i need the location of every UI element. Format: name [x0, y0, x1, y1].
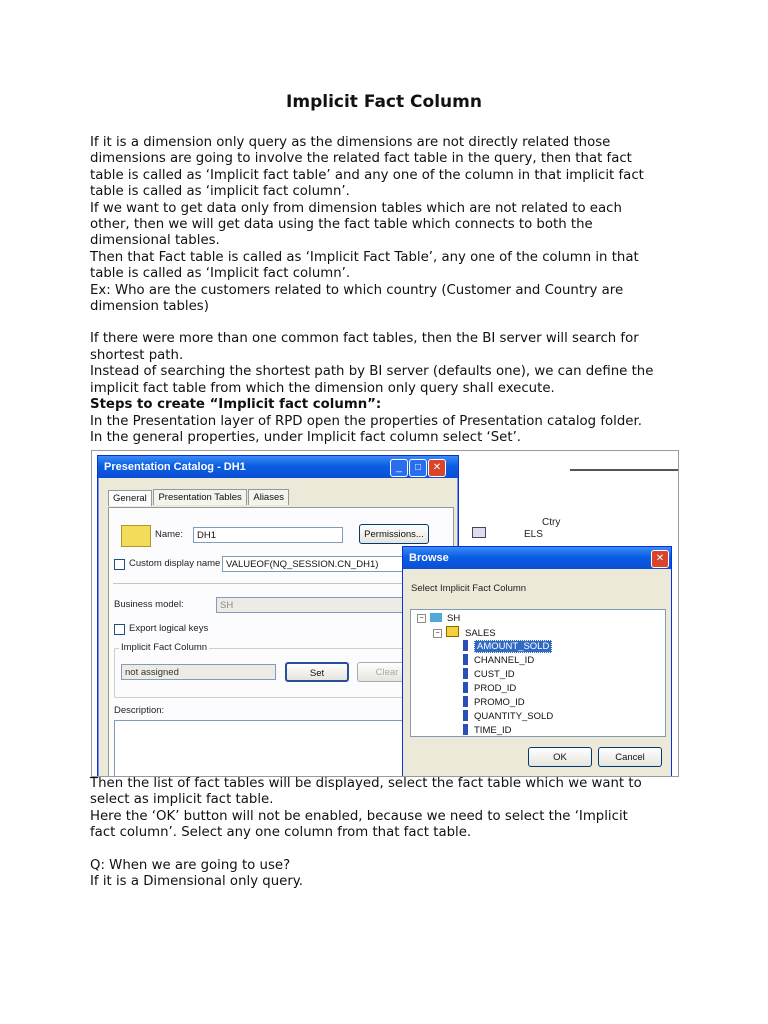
text-line: Instead of searching the shortest path by BI server (defaults one), we can define the [90, 364, 654, 380]
text-line: dimensions are going to involve the related fact table in the query, then that fact [90, 151, 632, 167]
tree-node-column[interactable]: PROMO_ID [463, 696, 525, 710]
text-line: fact column’. Select any one column from that fact table. [90, 825, 472, 841]
cancel-button[interactable]: Cancel [598, 747, 662, 767]
text-line: Q: When we are going to use? [90, 857, 291, 873]
text-line: Then that Fact table is called as ‘Implicit Fact Table’, any one of the column in that [90, 249, 639, 265]
tab-bar [108, 489, 288, 505]
tab-aliases[interactable]: Aliases [248, 489, 289, 505]
tab-presentation-tables[interactable]: Presentation Tables [153, 489, 246, 505]
export-keys-checkbox[interactable] [114, 624, 125, 635]
text-line: implicit fact table from which the dimension only query shall execute. [90, 380, 555, 396]
table-icon [472, 527, 486, 538]
tree-node-column[interactable]: TIME_ID [463, 724, 511, 738]
close-icon[interactable]: ✕ [428, 459, 446, 477]
text-line: If it is a Dimensional only query. [90, 874, 304, 890]
column-tree [410, 609, 666, 737]
text-line: table is called as ‘Implicit fact table’ and any one of the column in that implicit fact [90, 167, 644, 183]
collapse-icon[interactable]: − [433, 629, 442, 638]
tree-node-table[interactable]: − SALES [433, 626, 496, 640]
column-icon [463, 724, 468, 735]
text-line: Here the ‘OK’ button will not be enabled, because we need to select the ‘Implicit [90, 808, 628, 824]
permissions-button[interactable]: Permissions... [359, 524, 429, 544]
tree-node-column[interactable]: AMOUNT_SOLD [463, 640, 552, 654]
intro-text [90, 135, 690, 446]
page-title: Implicit Fact Column [286, 92, 482, 112]
clear-button: Clear [357, 662, 417, 682]
dialog-title: Presentation Catalog - DH1 [98, 456, 458, 478]
collapse-icon[interactable]: − [417, 614, 426, 623]
column-icon [463, 654, 468, 665]
text-line: table is called as ‘implicit fact column’. [90, 184, 350, 200]
tree-node-column[interactable]: CHANNEL_ID [463, 654, 534, 668]
column-icon [463, 640, 468, 651]
text-line: If we want to get data only from dimension tables which are not related to each [90, 200, 622, 216]
implicit-fact-group-label: Implicit Fact Column [121, 642, 208, 653]
ok-button[interactable]: OK [528, 747, 592, 767]
background-label: Ctry [542, 517, 561, 528]
text-line: other, then we will get data using the fact table which connects to both the [90, 217, 593, 233]
column-icon [463, 668, 468, 679]
folder-icon [121, 525, 151, 547]
explanation-text [90, 776, 690, 890]
column-icon [463, 696, 468, 707]
text-line: In the general properties, under Implicit fact column select ‘Set’. [90, 429, 522, 445]
close-icon[interactable]: ✕ [651, 550, 669, 568]
folder-icon [430, 613, 442, 622]
custom-display-label: Custom display name [129, 558, 221, 569]
embedded-screenshot [91, 450, 679, 777]
name-label: Name: [155, 529, 183, 540]
text-line: dimension tables) [90, 299, 209, 315]
maximize-icon[interactable]: □ [409, 459, 427, 477]
text-line: table is called as ‘Implicit fact column’. [90, 266, 351, 282]
text-line: Then the list of fact tables will be displayed, select the fact table which we want to [90, 776, 642, 791]
text-line: If it is a dimension only query as the dimensions are not directly related those [90, 135, 611, 150]
browse-prompt: Select Implicit Fact Column [411, 583, 527, 594]
tree-node-root[interactable]: − SH [417, 612, 460, 626]
description-label: Description: [114, 705, 165, 716]
tree-node-column[interactable]: CUST_ID [463, 668, 515, 682]
background-label: ELS [524, 529, 543, 540]
background-line [570, 469, 679, 471]
set-button[interactable]: Set [285, 662, 349, 682]
tree-node-column[interactable]: PROD_ID [463, 682, 516, 696]
text-line: Ex: Who are the customers related to which country (Customer and Country are [90, 282, 624, 298]
text-line: select as implicit fact table. [90, 792, 274, 808]
export-keys-label: Export logical keys [129, 623, 209, 634]
column-icon [463, 710, 468, 721]
minimize-icon[interactable]: _ [390, 459, 408, 477]
text-line: In the Presentation layer of RPD open the properties of Presentation catalog folder. [90, 413, 642, 429]
name-field[interactable]: DH1 [193, 527, 343, 543]
steps-heading: Steps to create “Implicit fact column”: [90, 397, 382, 413]
table-icon [446, 626, 459, 637]
text-line: shortest path. [90, 347, 184, 363]
business-model-label: Business model: [114, 599, 184, 610]
custom-display-field[interactable]: VALUEOF(NQ_SESSION.CN_DH1) [222, 556, 452, 572]
browse-dialog [402, 546, 672, 777]
text-line: If there were more than one common fact tables, then the BI server will search for [90, 331, 639, 347]
tab-general[interactable]: General [108, 490, 152, 506]
text-line: dimensional tables. [90, 233, 220, 249]
implicit-fact-field: not assigned [121, 664, 276, 680]
business-model-field: SH [216, 597, 452, 613]
tree-node-column[interactable]: QUANTITY_SOLD [463, 710, 553, 724]
browse-title: Browse [403, 547, 671, 569]
column-icon [463, 682, 468, 693]
custom-display-checkbox[interactable] [114, 559, 125, 570]
